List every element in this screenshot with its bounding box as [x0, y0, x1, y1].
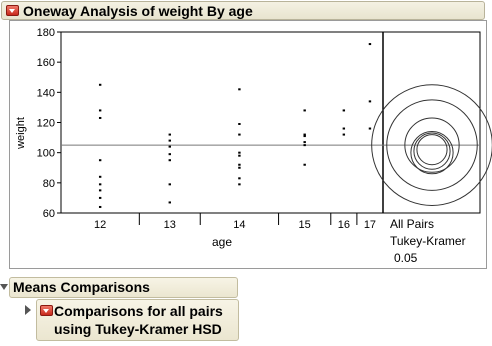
data-point: [369, 100, 371, 102]
data-point: [303, 134, 305, 136]
tukey-comparisons-header[interactable]: [36, 299, 239, 341]
data-point: [303, 109, 305, 111]
data-point: [169, 159, 171, 161]
x-tick-label: 13: [163, 219, 176, 231]
tukey-title-line1: Comparisons for all pairs: [54, 303, 223, 319]
plot-area: [61, 32, 383, 213]
data-point: [238, 167, 240, 169]
y-tick-label: 60: [42, 208, 55, 220]
means-comparisons-title: Means Comparisons: [13, 279, 150, 295]
data-point: [169, 153, 171, 155]
data-point: [238, 155, 240, 157]
data-point: [99, 197, 101, 199]
tukey-title-line2: using Tukey-Kramer HSD: [54, 321, 222, 337]
report-title: Oneway Analysis of weight By age: [23, 3, 253, 19]
x-tick-label: 17: [363, 219, 377, 231]
x-axis-label: age: [211, 235, 233, 249]
data-point: [99, 109, 101, 111]
data-point: [238, 152, 240, 154]
data-point: [343, 128, 345, 130]
circle-label-all-pairs: All Pairs: [390, 217, 435, 231]
y-tick-label: 180: [36, 27, 55, 39]
x-tick-label: 14: [233, 219, 246, 231]
data-point: [169, 146, 171, 148]
data-point: [99, 206, 101, 208]
data-point: [303, 164, 305, 166]
data-point: [303, 144, 305, 146]
data-point: [238, 88, 240, 90]
data-point: [99, 183, 101, 185]
data-point: [99, 189, 101, 191]
x-tick-label: 15: [298, 219, 311, 231]
y-tick-label: 160: [36, 57, 55, 70]
comparison-circle: [414, 133, 450, 169]
data-point: [99, 84, 101, 86]
circle-label-tukey: Tukey-Kramer: [390, 234, 466, 248]
data-point: [238, 177, 240, 179]
circles-panel: [383, 32, 480, 213]
data-point: [343, 134, 345, 136]
circle-label-alpha: 0.05: [394, 251, 418, 265]
data-point: [238, 183, 240, 185]
means-comparisons-header[interactable]: [9, 277, 238, 298]
x-tick-label: 12: [94, 219, 107, 231]
red-triangle-menu-icon[interactable]: [40, 305, 53, 316]
data-point: [169, 183, 171, 185]
data-point: [343, 109, 345, 111]
x-tick-label: 16: [337, 219, 350, 231]
data-point: [369, 128, 371, 130]
data-point: [238, 123, 240, 125]
y-tick-label: 120: [36, 117, 55, 130]
data-point: [369, 43, 371, 45]
data-point: [169, 201, 171, 203]
data-point: [238, 164, 240, 166]
data-point: [99, 159, 101, 161]
data-point: [99, 117, 101, 119]
y-tick-label: 100: [36, 147, 55, 160]
collapse-triangle-icon[interactable]: [0, 284, 8, 290]
comparison-circle: [417, 135, 447, 165]
data-point: [169, 140, 171, 142]
y-axis-label: weight: [15, 117, 27, 149]
expand-triangle-icon[interactable]: [25, 305, 31, 315]
data-point: [99, 176, 101, 178]
data-point: [303, 141, 305, 143]
y-tick-label: 80: [42, 177, 55, 190]
data-point: [238, 134, 240, 136]
y-tick-label: 140: [36, 87, 55, 100]
data-point: [169, 134, 171, 136]
